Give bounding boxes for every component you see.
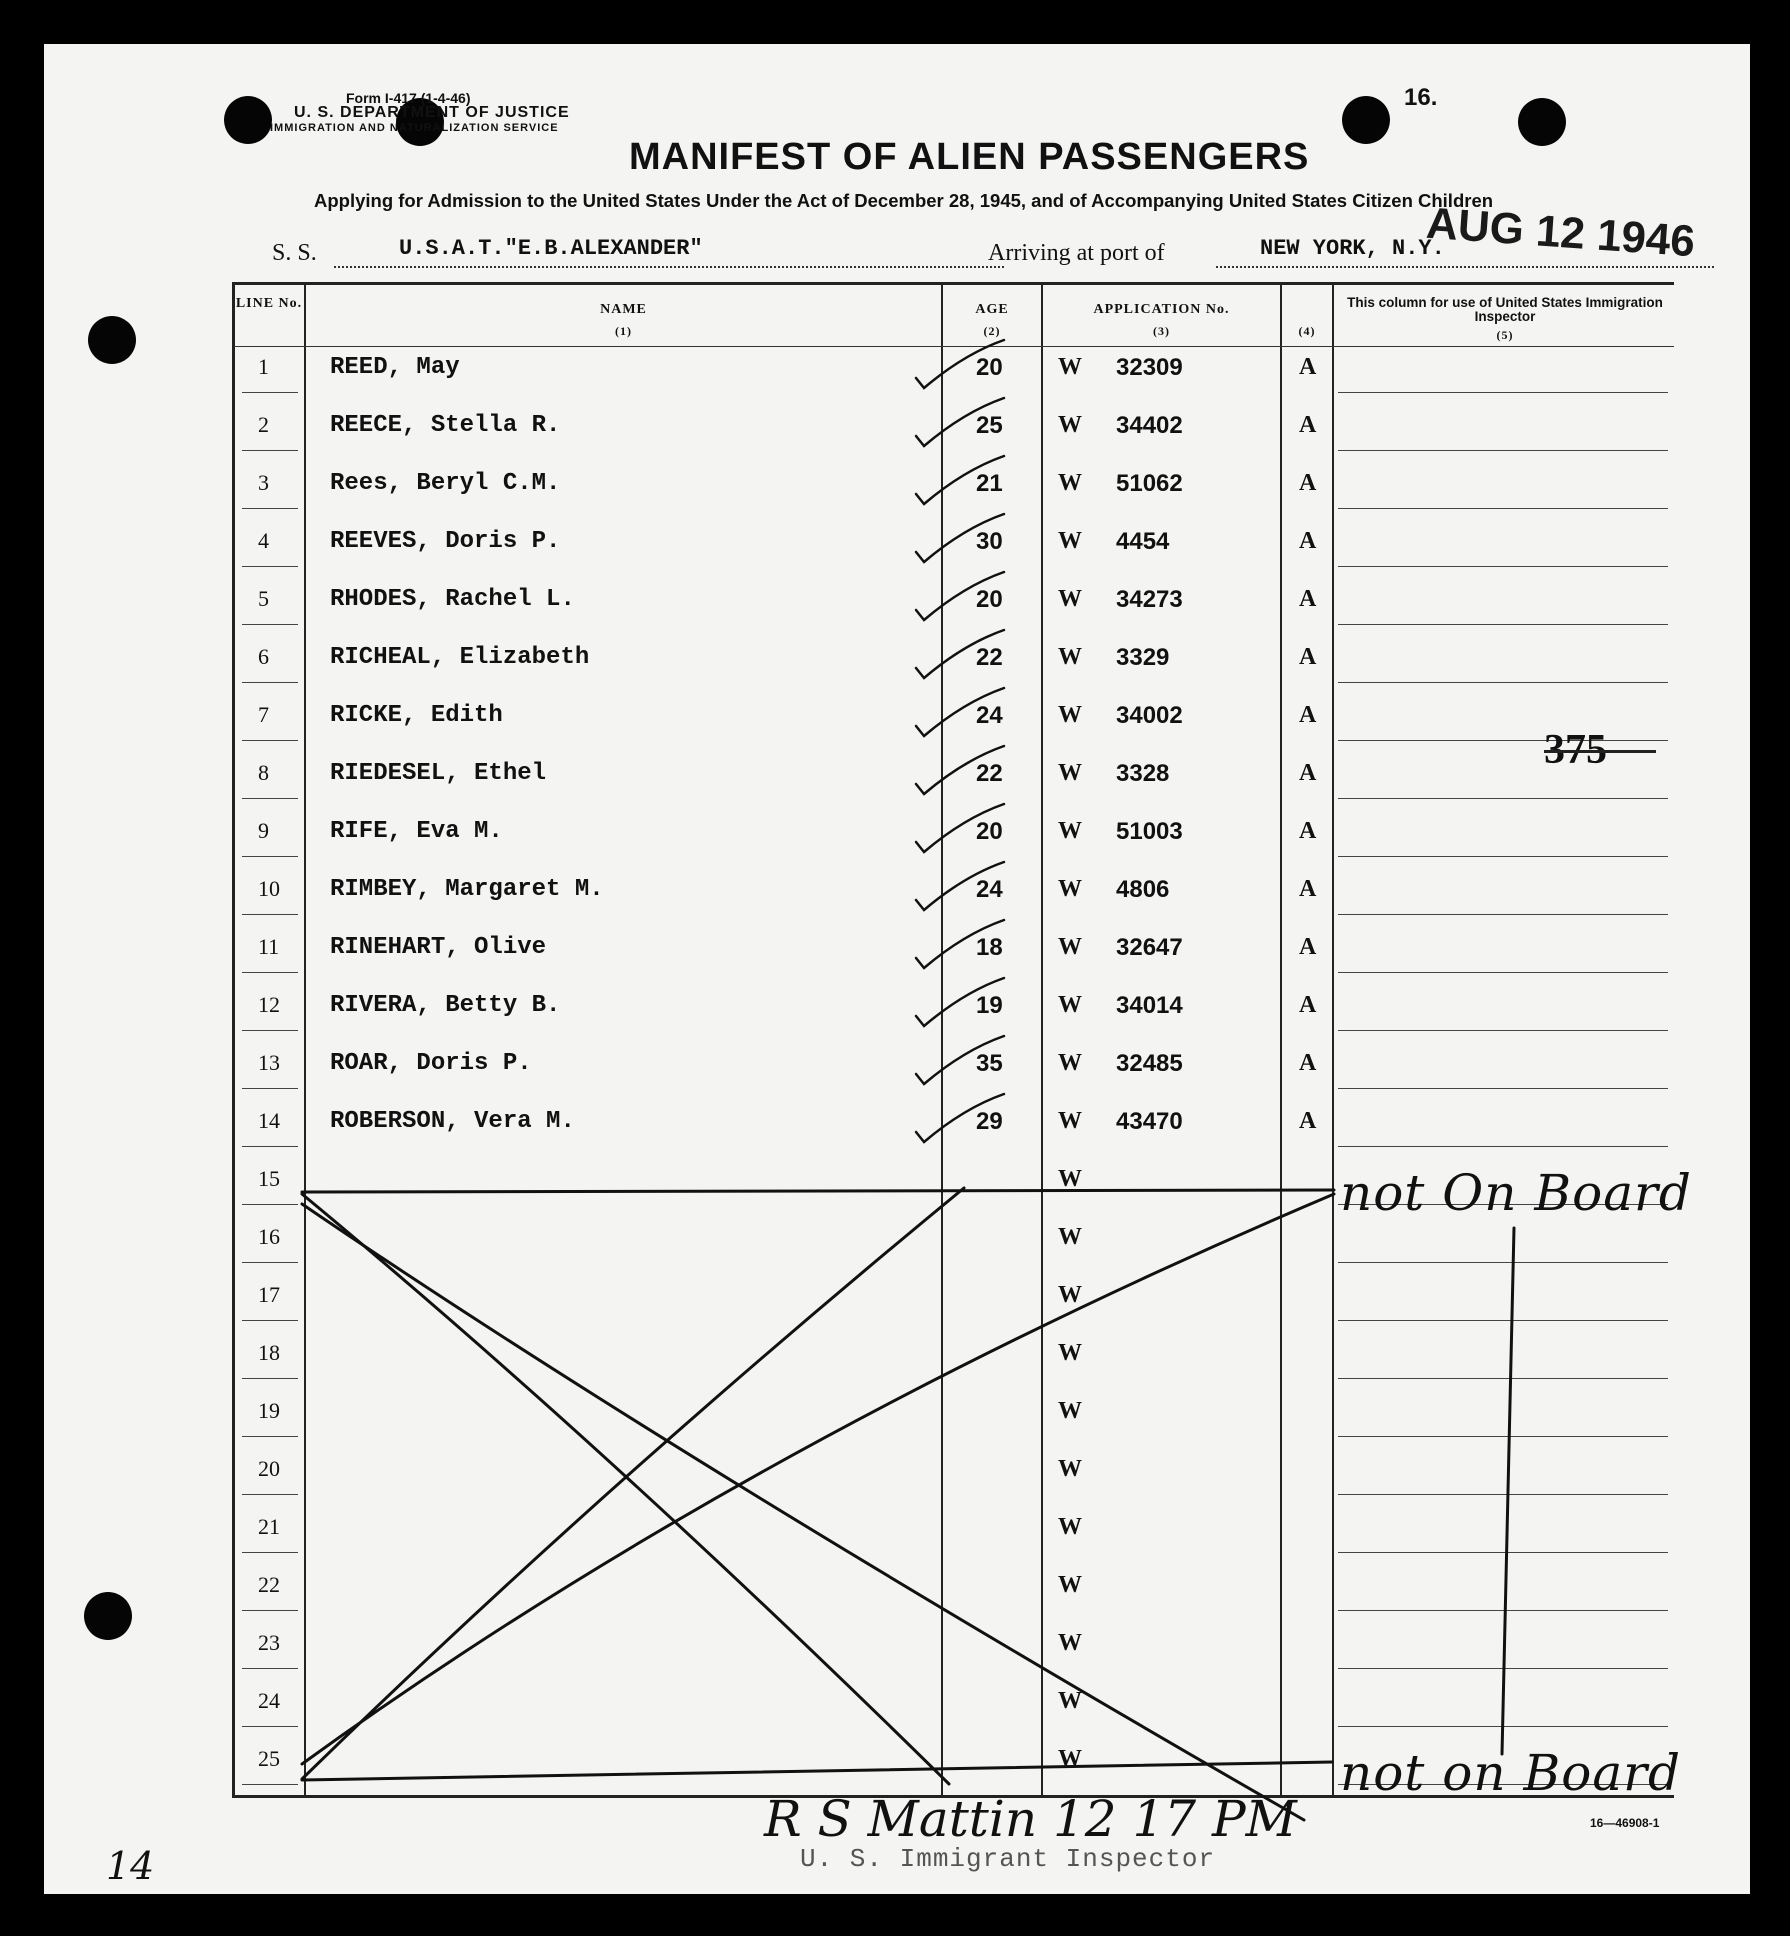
- row-app-prefix: W: [1058, 760, 1082, 786]
- row-app-number: 32485: [1116, 1050, 1183, 1077]
- service-name: IMMIGRATION AND NATURALIZATION SERVICE: [270, 122, 559, 134]
- row-line-number: 24: [258, 1688, 280, 1713]
- row-app-number: 3328: [1116, 760, 1170, 787]
- row-status: A: [1299, 760, 1317, 786]
- row-app-prefix: W: [1058, 1630, 1082, 1656]
- row-app-prefix: W: [1058, 354, 1082, 380]
- row-app-prefix: W: [1058, 1746, 1082, 1772]
- col-header-age: AGE: [975, 302, 1009, 317]
- row-app-prefix: W: [1058, 528, 1082, 554]
- age-check-mark: [916, 746, 1004, 794]
- row-line-number: 8: [258, 760, 269, 785]
- row-app-prefix: W: [1058, 1398, 1082, 1424]
- row-line-number: 21: [258, 1514, 280, 1539]
- row-name: RIMBEY, Margaret M.: [330, 876, 604, 903]
- row-app-number: 51062: [1116, 470, 1183, 497]
- row-age: 22: [976, 644, 1003, 671]
- handwritten-marks: [44, 44, 1750, 1894]
- row-line-number: 22: [258, 1572, 280, 1597]
- strike-diagonal-1: [302, 1204, 1304, 1820]
- row-name: RHODES, Rachel L.: [330, 586, 575, 613]
- age-check-mark: [916, 572, 1004, 620]
- row-app-number: 4454: [1116, 528, 1170, 555]
- row-status: A: [1299, 876, 1317, 902]
- row-app-number: 32647: [1116, 934, 1183, 961]
- page-title: MANIFEST OF ALIEN PASSENGERS: [629, 136, 1310, 178]
- col-header-age-num: (2): [983, 324, 1001, 338]
- manifest-page: [44, 44, 1750, 1894]
- age-check-mark: [916, 456, 1004, 504]
- row-age: 25: [976, 412, 1003, 439]
- row-app-prefix: W: [1058, 1572, 1082, 1598]
- row-age: 20: [976, 354, 1003, 381]
- row-line-number: 17: [258, 1282, 280, 1307]
- row-age: 20: [976, 818, 1003, 845]
- row-app-prefix: W: [1058, 702, 1082, 728]
- bracket-line: [1502, 1228, 1514, 1754]
- age-check-mark: [916, 398, 1004, 446]
- col-header-inspector: This column for use of United States Immigration Inspector: [1347, 295, 1663, 324]
- margin-note: 14: [106, 1844, 155, 1888]
- col-header-name: NAME: [600, 302, 647, 317]
- row-app-prefix: W: [1058, 1514, 1082, 1540]
- row-line-number: 14: [258, 1108, 280, 1133]
- row-status: A: [1299, 354, 1317, 380]
- age-check-mark: [916, 688, 1004, 736]
- row-name: REED, May: [330, 354, 460, 381]
- arrival-date-stamp: AUG 12 1946: [1424, 198, 1697, 267]
- col-header-application: APPLICATION No.: [1093, 302, 1230, 317]
- row-name: RICHEAL, Elizabeth: [330, 644, 590, 671]
- row-name: RICKE, Edith: [330, 702, 503, 729]
- form-code: 16—46908-1: [1590, 1816, 1660, 1830]
- row-line-number: 10: [258, 876, 280, 901]
- ship-label: S. S.: [272, 240, 317, 266]
- row-app-prefix: W: [1058, 992, 1082, 1018]
- row-age: 19: [976, 992, 1003, 1019]
- row-line-number: 13: [258, 1050, 280, 1075]
- row-app-prefix: W: [1058, 644, 1082, 670]
- row-app-prefix: W: [1058, 876, 1082, 902]
- age-check-mark: [916, 1094, 1004, 1142]
- row-name: Rees, Beryl C.M.: [330, 470, 561, 497]
- row-line-number: 2: [258, 412, 269, 437]
- row-name: ROBERSON, Vera M.: [330, 1108, 575, 1135]
- row-app-prefix: W: [1058, 586, 1082, 612]
- row-app-number: 34014: [1116, 992, 1183, 1019]
- form-number: Form I-417 (1-4-46): [346, 90, 471, 106]
- row-status: A: [1299, 818, 1317, 844]
- row-age: 35: [976, 1050, 1003, 1077]
- age-check-mark: [916, 978, 1004, 1026]
- row-line-number: 25: [258, 1746, 280, 1771]
- row-app-prefix: W: [1058, 1282, 1082, 1308]
- inspector-number-375: 375: [1544, 727, 1607, 773]
- row-line-number: 6: [258, 644, 269, 669]
- age-check-mark: [916, 630, 1004, 678]
- row-line-number: 23: [258, 1630, 280, 1655]
- strike-line-top: [302, 1190, 1334, 1192]
- row-line-number: 7: [258, 702, 269, 727]
- handwritten-not-on-board-bottom: not on Board: [1340, 1744, 1682, 1802]
- port-label: Arriving at port of: [988, 240, 1165, 266]
- row-app-prefix: W: [1058, 1108, 1082, 1134]
- row-age: 18: [976, 934, 1003, 961]
- age-check-mark: [916, 514, 1004, 562]
- row-app-prefix: W: [1058, 1224, 1082, 1250]
- row-line-number: 11: [258, 934, 280, 959]
- row-line-number: 1: [258, 354, 269, 379]
- handwritten-not-on-board-top: not On Board: [1340, 1164, 1692, 1222]
- row-age: 24: [976, 876, 1003, 903]
- row-name: ROAR, Doris P.: [330, 1050, 532, 1077]
- row-status: A: [1299, 528, 1317, 554]
- row-app-number: 34402: [1116, 412, 1183, 439]
- row-app-prefix: W: [1058, 1456, 1082, 1482]
- row-age: 30: [976, 528, 1003, 555]
- age-check-mark: [916, 340, 1004, 388]
- row-app-number: 3329: [1116, 644, 1170, 671]
- row-app-prefix: W: [1058, 818, 1082, 844]
- col-header-line: LINE No.: [235, 296, 303, 311]
- row-age: 24: [976, 702, 1003, 729]
- col-header-inspector-num: (5): [1496, 328, 1514, 342]
- row-status: A: [1299, 934, 1317, 960]
- page-subtitle: Applying for Admission to the United States Under the Act of December 28, 1945, and of Accompanying United States Citizen Children: [314, 190, 1494, 211]
- row-app-number: 43470: [1116, 1108, 1183, 1135]
- row-status: A: [1299, 412, 1317, 438]
- col-header-col4-num: (4): [1298, 324, 1316, 338]
- age-check-mark: [916, 1036, 1004, 1084]
- inspector-label: U. S. Immigrant Inspector: [800, 1844, 1216, 1874]
- row-line-number: 5: [258, 586, 269, 611]
- row-name: REEVES, Doris P.: [330, 528, 561, 555]
- row-name: RINEHART, Olive: [330, 934, 547, 961]
- row-name: RIVERA, Betty B.: [330, 992, 561, 1019]
- row-app-number: 34002: [1116, 702, 1183, 729]
- age-check-mark: [916, 804, 1004, 852]
- age-check-mark: [916, 920, 1004, 968]
- row-status: A: [1299, 702, 1317, 728]
- row-app-prefix: W: [1058, 412, 1082, 438]
- department-name: U. S. DEPARTMENT OF JUSTICE: [294, 104, 570, 121]
- row-name: RIEDESEL, Ethel: [330, 760, 547, 787]
- row-line-number: 9: [258, 818, 269, 843]
- row-app-prefix: W: [1058, 1340, 1082, 1366]
- row-app-number: 4806: [1116, 876, 1170, 903]
- row-app-prefix: W: [1058, 1166, 1082, 1192]
- row-line-number: 15: [258, 1166, 280, 1191]
- row-status: A: [1299, 1108, 1317, 1134]
- row-app-number: 51003: [1116, 818, 1183, 845]
- strike-line-bottom: [302, 1762, 1332, 1780]
- row-age: 21: [976, 470, 1003, 497]
- ship-name: U.S.A.T."E.B.ALEXANDER": [399, 236, 703, 261]
- row-line-number: 12: [258, 992, 280, 1017]
- row-line-number: 19: [258, 1398, 280, 1423]
- row-name: REECE, Stella R.: [330, 412, 561, 439]
- row-line-number: 4: [258, 528, 269, 553]
- row-line-number: 16: [258, 1224, 280, 1249]
- row-status: A: [1299, 644, 1317, 670]
- strike-diagonal-4: [302, 1194, 1334, 1764]
- row-status: A: [1299, 992, 1317, 1018]
- row-status: A: [1299, 470, 1317, 496]
- row-age: 22: [976, 760, 1003, 787]
- row-app-prefix: W: [1058, 470, 1082, 496]
- col-header-application-num: (3): [1153, 324, 1170, 338]
- row-status: A: [1299, 586, 1317, 612]
- row-line-number: 18: [258, 1340, 280, 1365]
- row-age: 20: [976, 586, 1003, 613]
- row-age: 29: [976, 1108, 1003, 1135]
- inspector-signature: R S Mattin 12 17 PM: [764, 1790, 1297, 1848]
- page-number: 16.: [1404, 84, 1438, 111]
- row-app-prefix: W: [1058, 934, 1082, 960]
- port-name: NEW YORK, N.Y.: [1260, 236, 1445, 261]
- row-app-prefix: W: [1058, 1050, 1082, 1076]
- row-line-number: 20: [258, 1456, 280, 1481]
- row-app-number: 34273: [1116, 586, 1183, 613]
- row-app-number: 32309: [1116, 354, 1183, 381]
- row-app-prefix: W: [1058, 1688, 1082, 1714]
- row-line-number: 3: [258, 470, 269, 495]
- row-name: RIFE, Eva M.: [330, 818, 503, 845]
- row-status: A: [1299, 1050, 1317, 1076]
- age-check-mark: [916, 862, 1004, 910]
- col-header-name-num: (1): [615, 324, 632, 338]
